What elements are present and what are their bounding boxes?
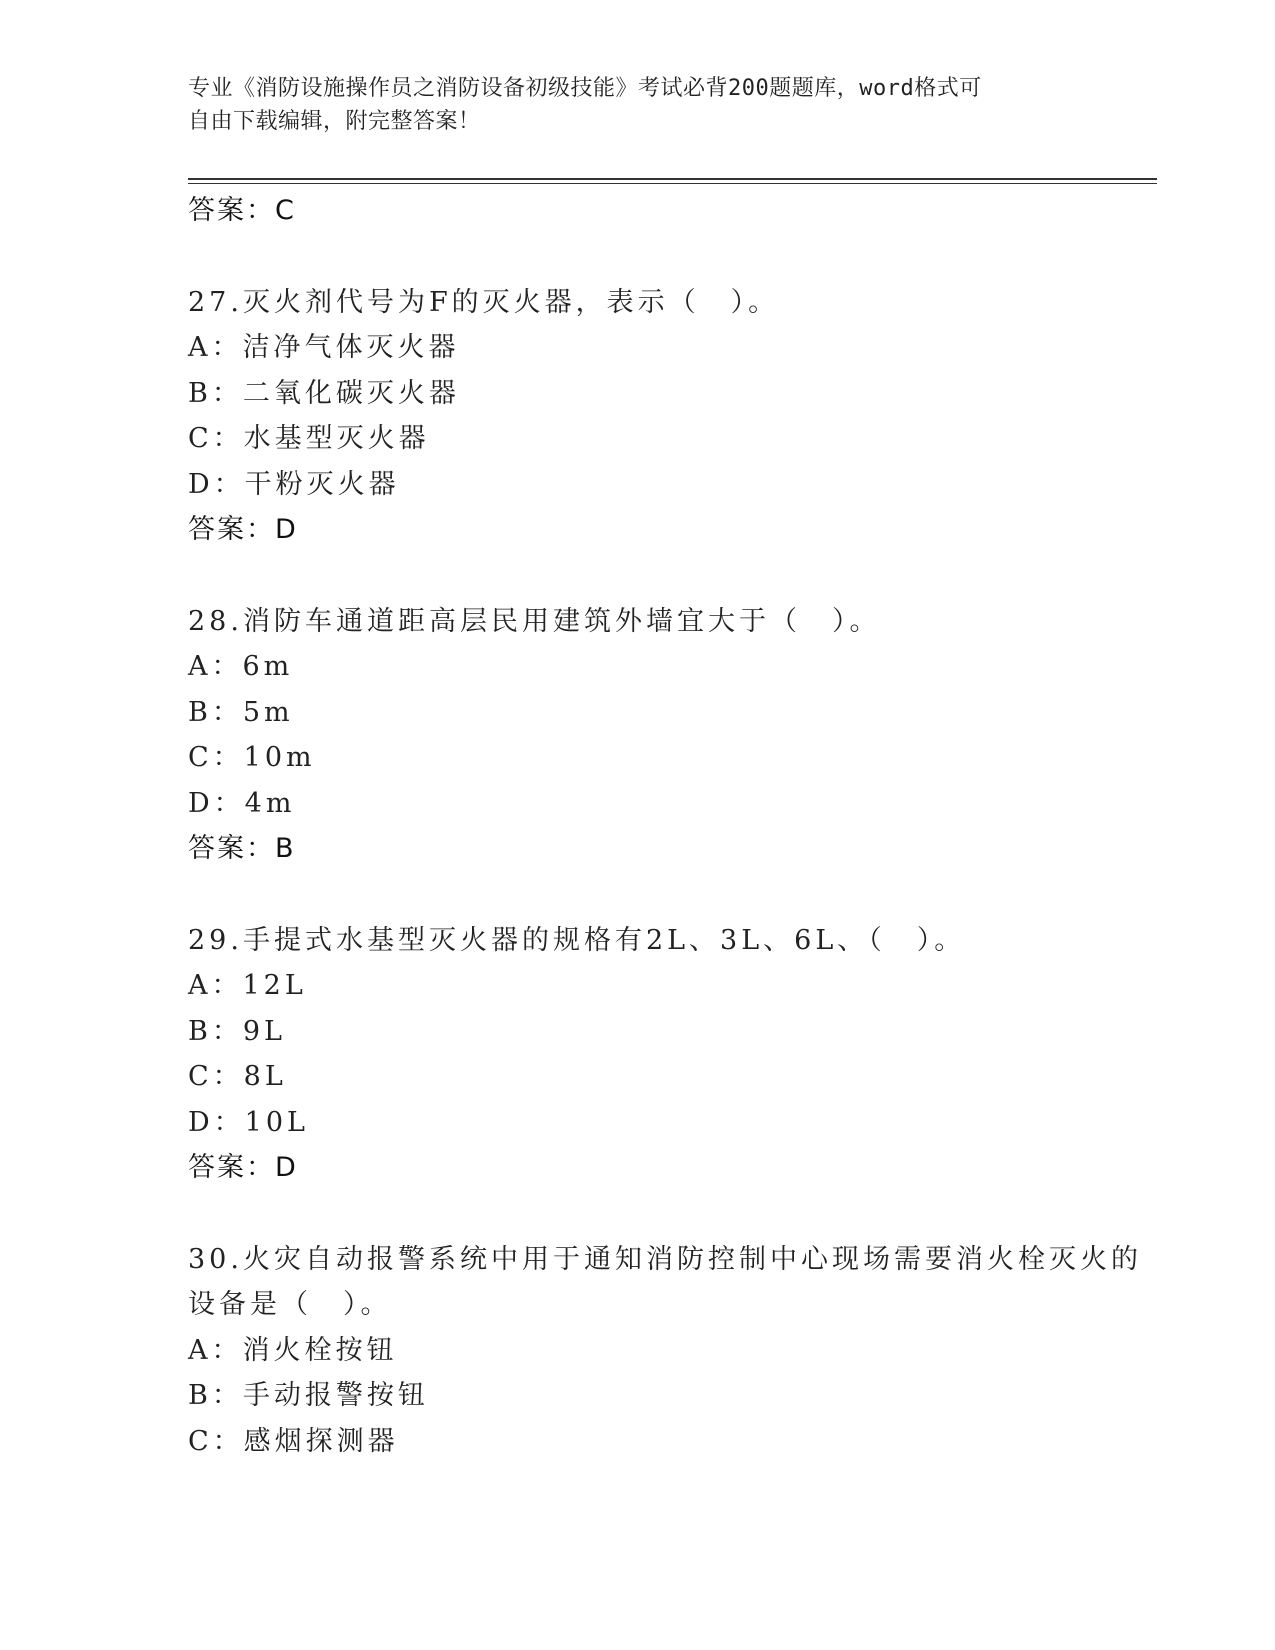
spacer: [188, 872, 1088, 918]
question-block-27: [188, 280, 1088, 553]
header-line-2: 自由下载编辑，附完整答案！: [188, 109, 481, 134]
option-a: A：洁净气体灭火器: [188, 332, 460, 363]
question-stem-line-2: 设备是（ ）。: [188, 1289, 392, 1320]
option-b: B：二氧化碳灭火器: [188, 377, 460, 409]
option-b: B：5m: [188, 696, 294, 728]
question-block-29: [188, 918, 1088, 1191]
option-d: D：4m: [188, 787, 296, 819]
spacer: [188, 553, 1088, 599]
option-a: A：消火栓按钮: [188, 1334, 398, 1366]
option-a: A：6m: [188, 651, 294, 682]
previous-answer: 答案：C: [188, 195, 296, 226]
question-block-28: [188, 599, 1088, 872]
answer-line: 答案：B: [188, 833, 296, 864]
question-stem-line-1: 30.火灾自动报警系统中用于通知消防控制中心现场需要消火栓灭火的: [188, 1243, 1142, 1275]
header-rule-thin: [188, 183, 1157, 184]
question-stem: 28.消防车通道距高层民用建筑外墙宜大于（ ）。: [188, 605, 881, 637]
option-c: C：8L: [188, 1061, 287, 1092]
option-c: C：水基型灭火器: [188, 423, 430, 454]
question-content: [188, 188, 1142, 1464]
option-a: A：12L: [188, 970, 307, 1001]
answer-line: 答案：D: [188, 514, 298, 545]
question-stem: 27.灭火剂代号为F的灭火器，表示（ ）。: [188, 286, 780, 318]
option-c: C：10m: [188, 742, 316, 773]
spacer: [188, 234, 1088, 280]
option-c: C：感烟探测器: [188, 1425, 399, 1457]
document-header: [188, 72, 1068, 138]
option-d: D：10L: [188, 1106, 309, 1138]
option-b: B：手动报警按钮: [188, 1380, 429, 1411]
question-block-30: [188, 1237, 1142, 1465]
answer-line: 答案：D: [188, 1152, 298, 1183]
question-stem: 29.手提式水基型灭火器的规格有2L、3L、6L、（ ）。: [188, 924, 966, 956]
header-rule-thick: [188, 178, 1157, 180]
option-d: D：干粉灭火器: [188, 468, 400, 500]
header-line-1: 专业《消防设施操作员之消防设备初级技能》考试必背200题题库，word格式可: [188, 76, 982, 101]
spacer: [188, 1191, 1088, 1237]
option-b: B：9L: [188, 1015, 286, 1047]
